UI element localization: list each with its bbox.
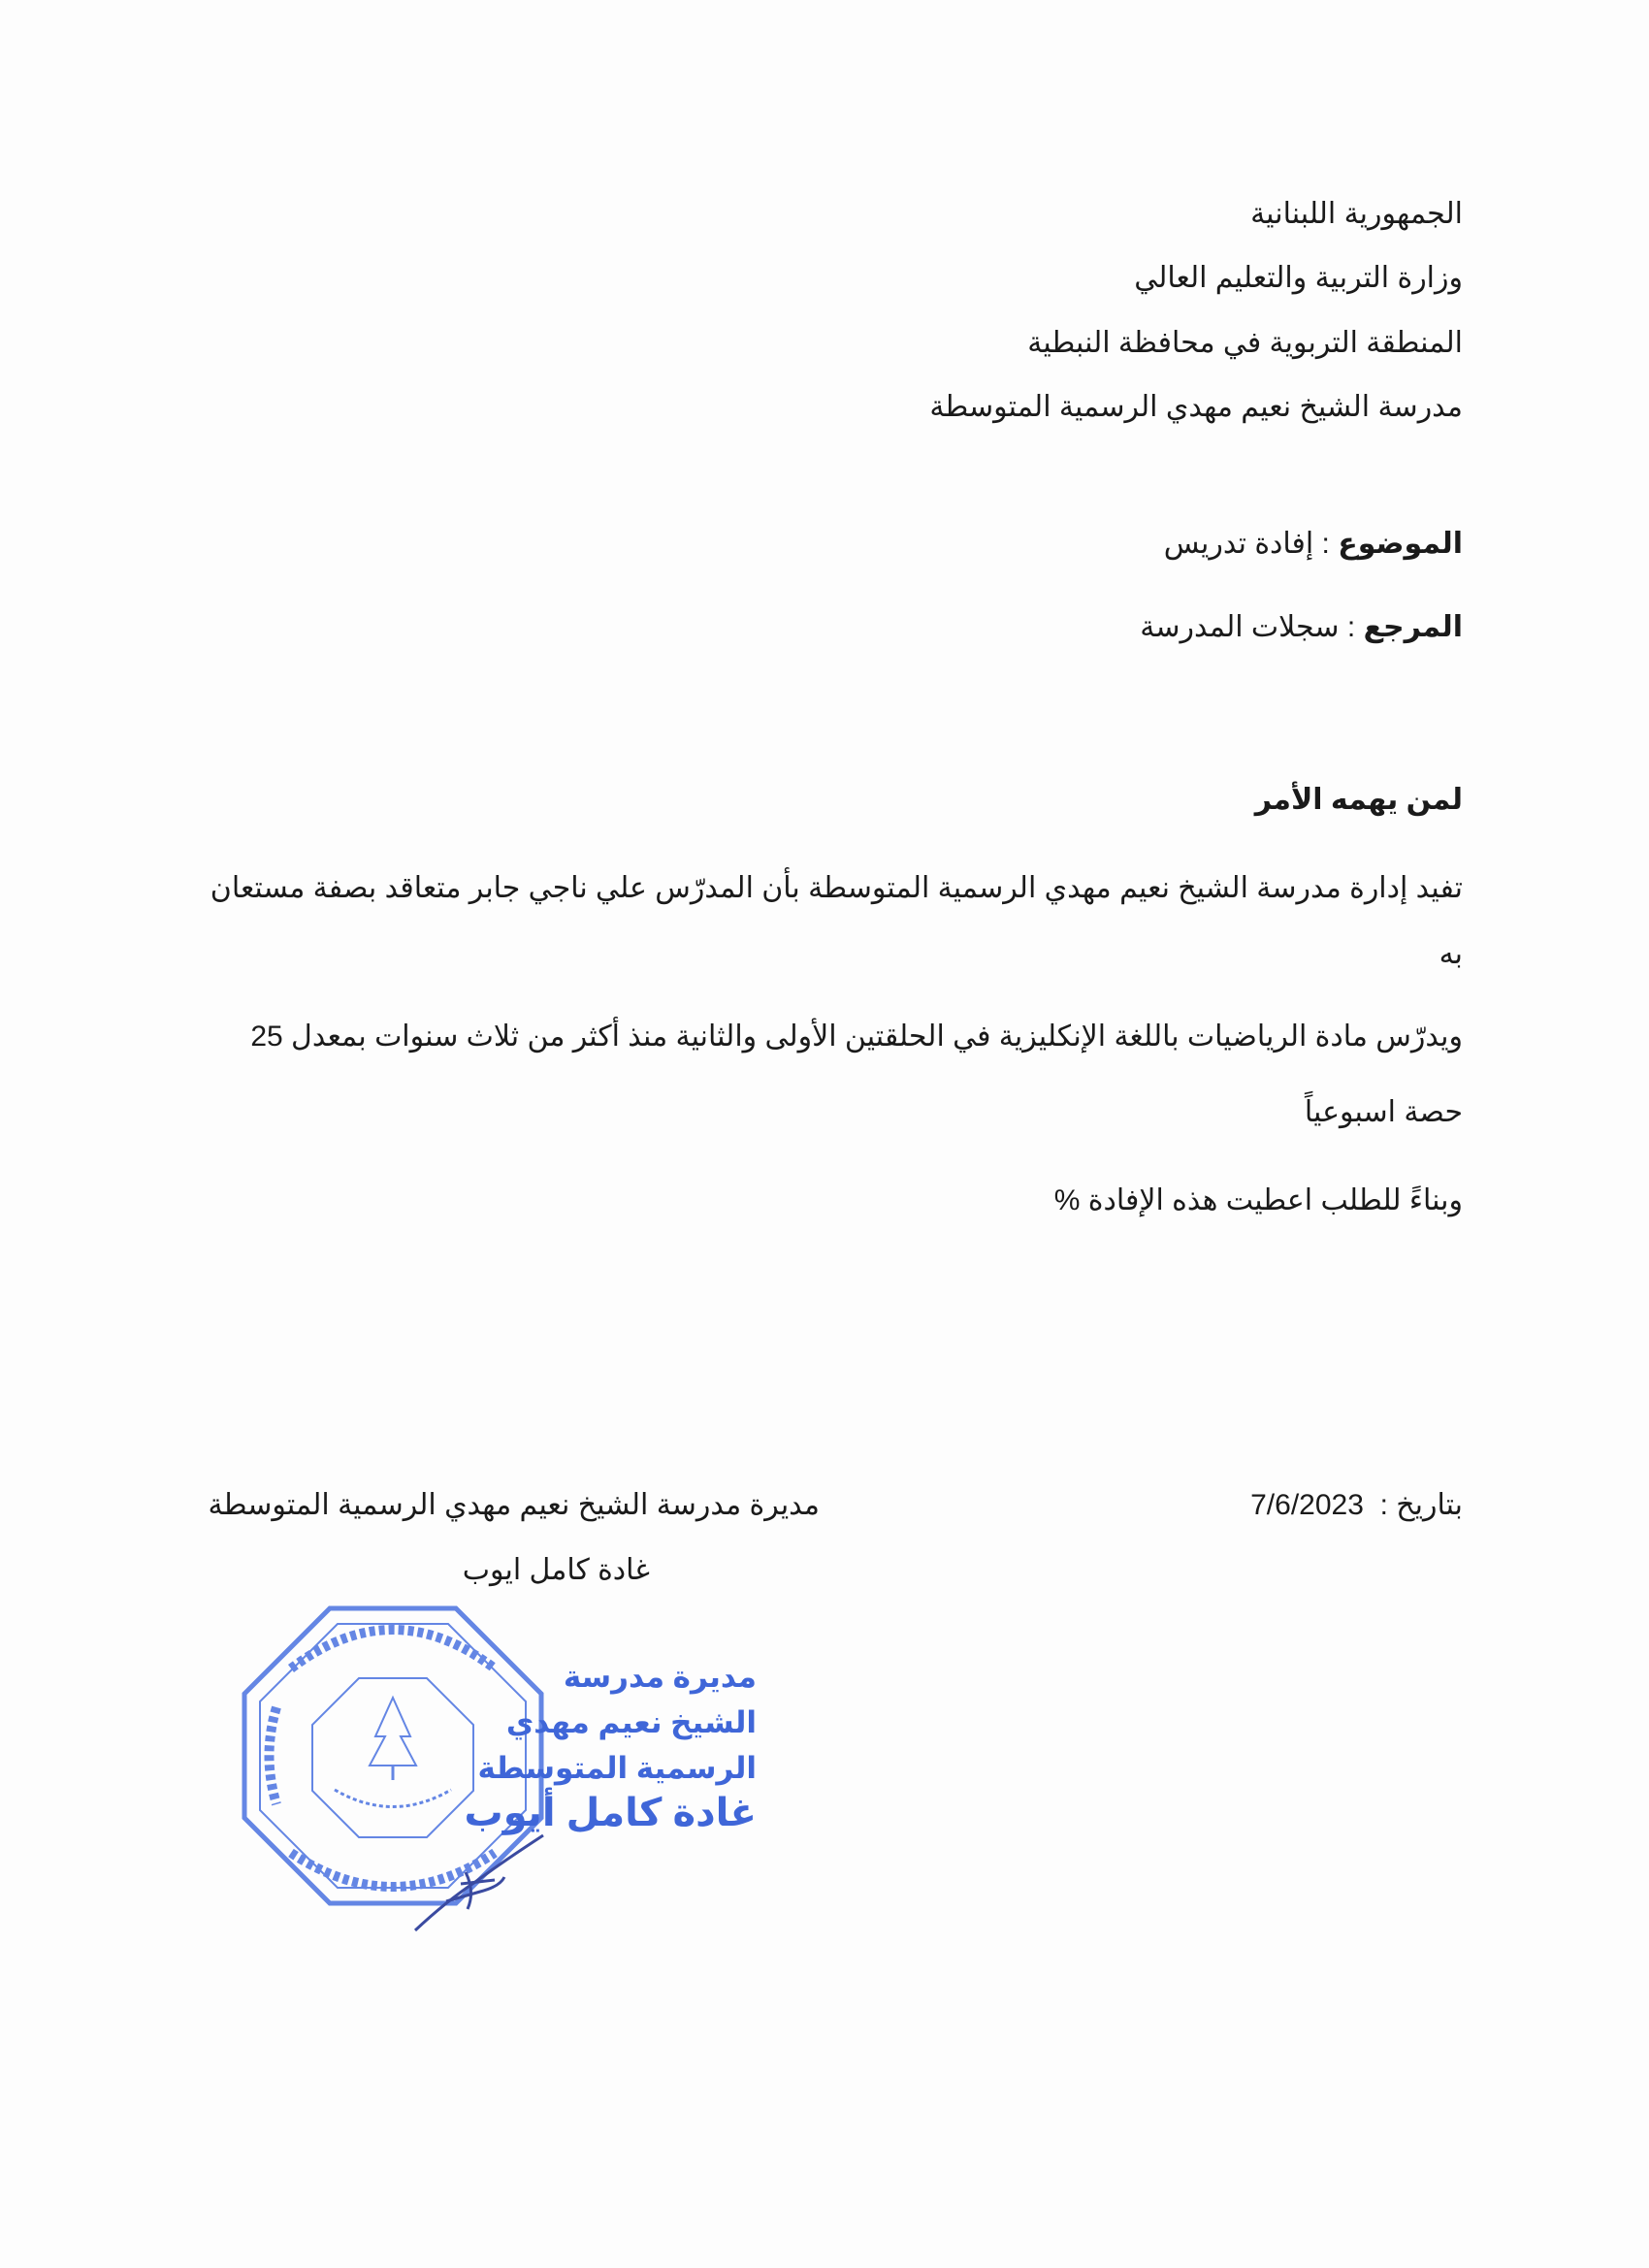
body-line: ويدرّس مادة الرياضيات باللغة الإنكليزية في الحلقتين الأولى والثانية منذ أكثر من ثلاث سنوات بمعدل 25 <box>250 1021 1463 1053</box>
stamp-line: الرسمية المتوسطة <box>477 1751 757 1785</box>
reference-separator: : <box>1339 611 1364 643</box>
stamp-line: غادة كامل أيوب <box>464 1792 757 1834</box>
date-label: بتاريخ : <box>1379 1489 1463 1521</box>
reference-line <box>1140 613 1463 642</box>
signatory-name: غادة كامل ايوب <box>462 1554 650 1586</box>
reference-value: سجلات المدرسة <box>1140 611 1340 643</box>
body-line: تفيد إدارة مدرسة الشيخ نعيم مهدي الرسمية المتوسطة بأن المدرّس علي ناجي جابر متعاقد بصفة مستعان <box>210 872 1463 904</box>
subject-label: الموضوع <box>1338 528 1463 560</box>
date-value: 7/6/2023 <box>1250 1489 1364 1521</box>
body-line: حصة اسبوعياً <box>1304 1096 1463 1128</box>
stamp-line: الشيخ نعيم مهدي <box>505 1705 757 1739</box>
stamp-line: مديرة مدرسة <box>563 1660 757 1694</box>
reference-label: المرجع <box>1363 611 1463 643</box>
handwritten-signature <box>407 1833 553 1940</box>
stamp-text-block <box>464 1654 757 1836</box>
date-line <box>1250 1491 1463 1520</box>
subject-value: إفادة تدريس <box>1163 528 1314 560</box>
header-line-republic: الجمهورية اللبنانية <box>1250 198 1463 230</box>
signatory-title: مديرة مدرسة الشيخ نعيم مهدي الرسمية المتوسطة <box>208 1489 820 1521</box>
body-line: به <box>1439 938 1463 970</box>
subject-line <box>1164 530 1463 559</box>
stamp-center-octagon <box>312 1678 473 1837</box>
salutation: لمن يهمه الأمر <box>1254 784 1463 816</box>
body-line: وبناءً للطلب اعطيت هذه الإفادة % <box>1053 1184 1463 1216</box>
subject-separator: : <box>1313 528 1339 560</box>
header-line-ministry: وزارة التربية والتعليم العالي <box>1134 262 1463 294</box>
header-line-region: المنطقة التربوية في محافظة النبطية <box>1027 327 1463 359</box>
cedar-icon <box>370 1698 416 1766</box>
header-line-school: مدرسة الشيخ نعيم مهدي الرسمية المتوسطة <box>929 391 1463 423</box>
